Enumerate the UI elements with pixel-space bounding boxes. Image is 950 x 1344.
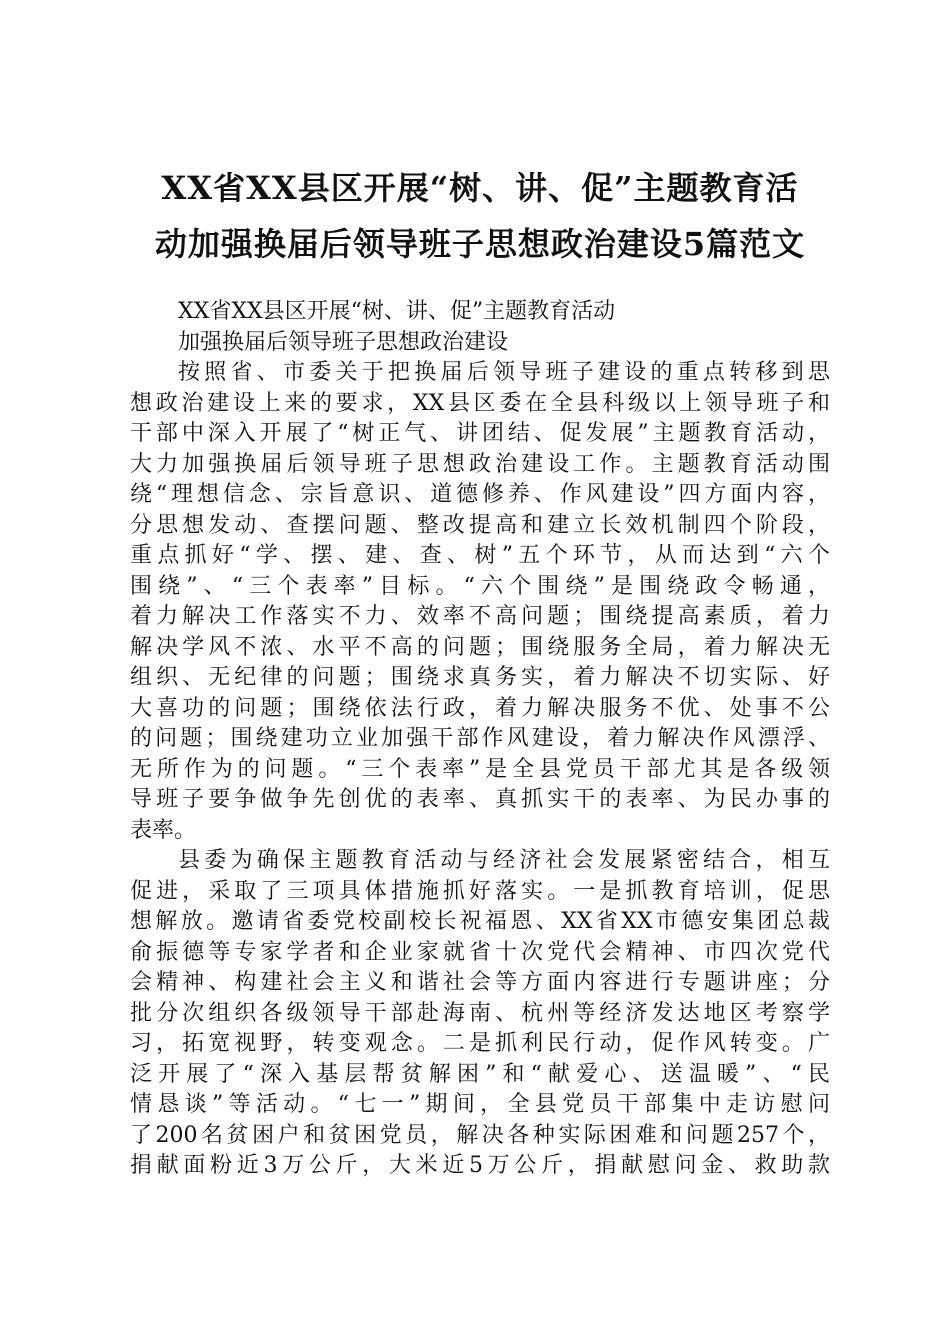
paragraph-line: 促进，采取了三项具体措施抓好落实。一是抓教育培训，促思 bbox=[130, 878, 830, 904]
title-line: 动加强换届后领导班子思想政治建设5篇范文 bbox=[154, 225, 806, 263]
paragraph-line: 捐献面粉近3万公斤，大米近5万公斤，捐献慰问金、救助款 bbox=[130, 1153, 830, 1178]
paragraph-line: 着力解决工作落实不力、效率不高问题；围绕提高素质，着力 bbox=[130, 604, 830, 629]
title-line: XX省XX县区开展“树、讲、促”主题教育活 bbox=[161, 169, 799, 207]
paragraph bbox=[130, 846, 830, 1182]
paragraph-line: 泛开展了“深入基层帮贫解困”和“献爱心、送温暖”、“民 bbox=[130, 1061, 830, 1087]
paragraph-line: 组织、无纪律的问题；围绕求真务实，着力解决不切实际、好 bbox=[130, 665, 830, 690]
document-title bbox=[120, 160, 840, 272]
paragraph-line: 导班子要争做争先创优的表率、真抓实干的表率、为民办事的 bbox=[130, 787, 830, 812]
paragraph-line: 批分次组织各级领导干部赴海南、杭州等经济发达地区考察学 bbox=[130, 1000, 830, 1026]
paragraph bbox=[130, 358, 830, 846]
paragraph-line: 大力加强换届后领导班子思想政治建设工作。主题教育活动围 bbox=[130, 451, 830, 477]
paragraph-line: 大喜功的问题；围绕依法行政，着力解决服务不优、处事不公 bbox=[130, 695, 830, 721]
paragraph-line: 想政治建设上来的要求，XX县区委在全县科级以上领导班子和 bbox=[130, 390, 830, 416]
paragraph-line: 解决学风不浓、水平不高的问题；围绕服务全局，着力解决无 bbox=[130, 634, 830, 660]
paragraph-line: 围绕”、“三个表率”目标。“六个围绕”是围绕政令畅通， bbox=[130, 573, 830, 599]
subheading: 加强换届后领导班子思想政治建设 bbox=[178, 329, 509, 355]
paragraph-line: 分思想发动、查摆问题、整改提高和建立长效机制四个阶段， bbox=[130, 512, 830, 538]
paragraph-line: 的问题；围绕建功立业加强干部作风建设，着力解决作风漂浮、 bbox=[130, 726, 830, 751]
paragraph-line: 情恳谈”等活动。“七一”期间，全县党员干部集中走访慰问 bbox=[130, 1092, 830, 1117]
paragraph-line: 习，拓宽视野，转变观念。二是抓利民行动，促作风转变。广 bbox=[130, 1031, 830, 1056]
document-body bbox=[130, 297, 830, 1182]
paragraph-line: 重点抓好“学、摆、建、查、树”五个环节，从而达到“六个 bbox=[130, 543, 830, 568]
paragraph-line: 表率。 bbox=[130, 817, 197, 843]
paragraph-line: 县委为确保主题教育活动与经济社会发展紧密结合，相互 bbox=[178, 848, 830, 873]
paragraph-line: 会精神、构建社会主义和谐社会等方面内容进行专题讲座；分 bbox=[130, 970, 830, 995]
paragraph-line: 干部中深入开展了“树正气、讲团结、促发展”主题教育活动， bbox=[130, 421, 830, 446]
paragraph-line: 了200名贫困户和贫困党员，解决各种实际困难和问题257个， bbox=[130, 1122, 830, 1148]
paragraph-line: 俞振德等专家学者和企业家就省十次党代会精神、市四次党代 bbox=[130, 939, 830, 965]
paragraph-line: 绕“理想信念、宗旨意识、道德修养、作风建设”四方面内容， bbox=[130, 482, 830, 507]
paragraph-line: 无所作为的问题。“三个表率”是全县党员干部尤其是各级领 bbox=[130, 756, 830, 782]
paragraph-line: 按照省、市委关于把换届后领导班子建设的重点转移到思 bbox=[178, 360, 830, 385]
subheading: XX省XX县区开展“树、讲、促”主题教育活动 bbox=[178, 299, 616, 324]
paragraph-line: 想解放。邀请省委党校副校长祝福恩、XX省XX市德安集团总裁 bbox=[130, 909, 830, 934]
